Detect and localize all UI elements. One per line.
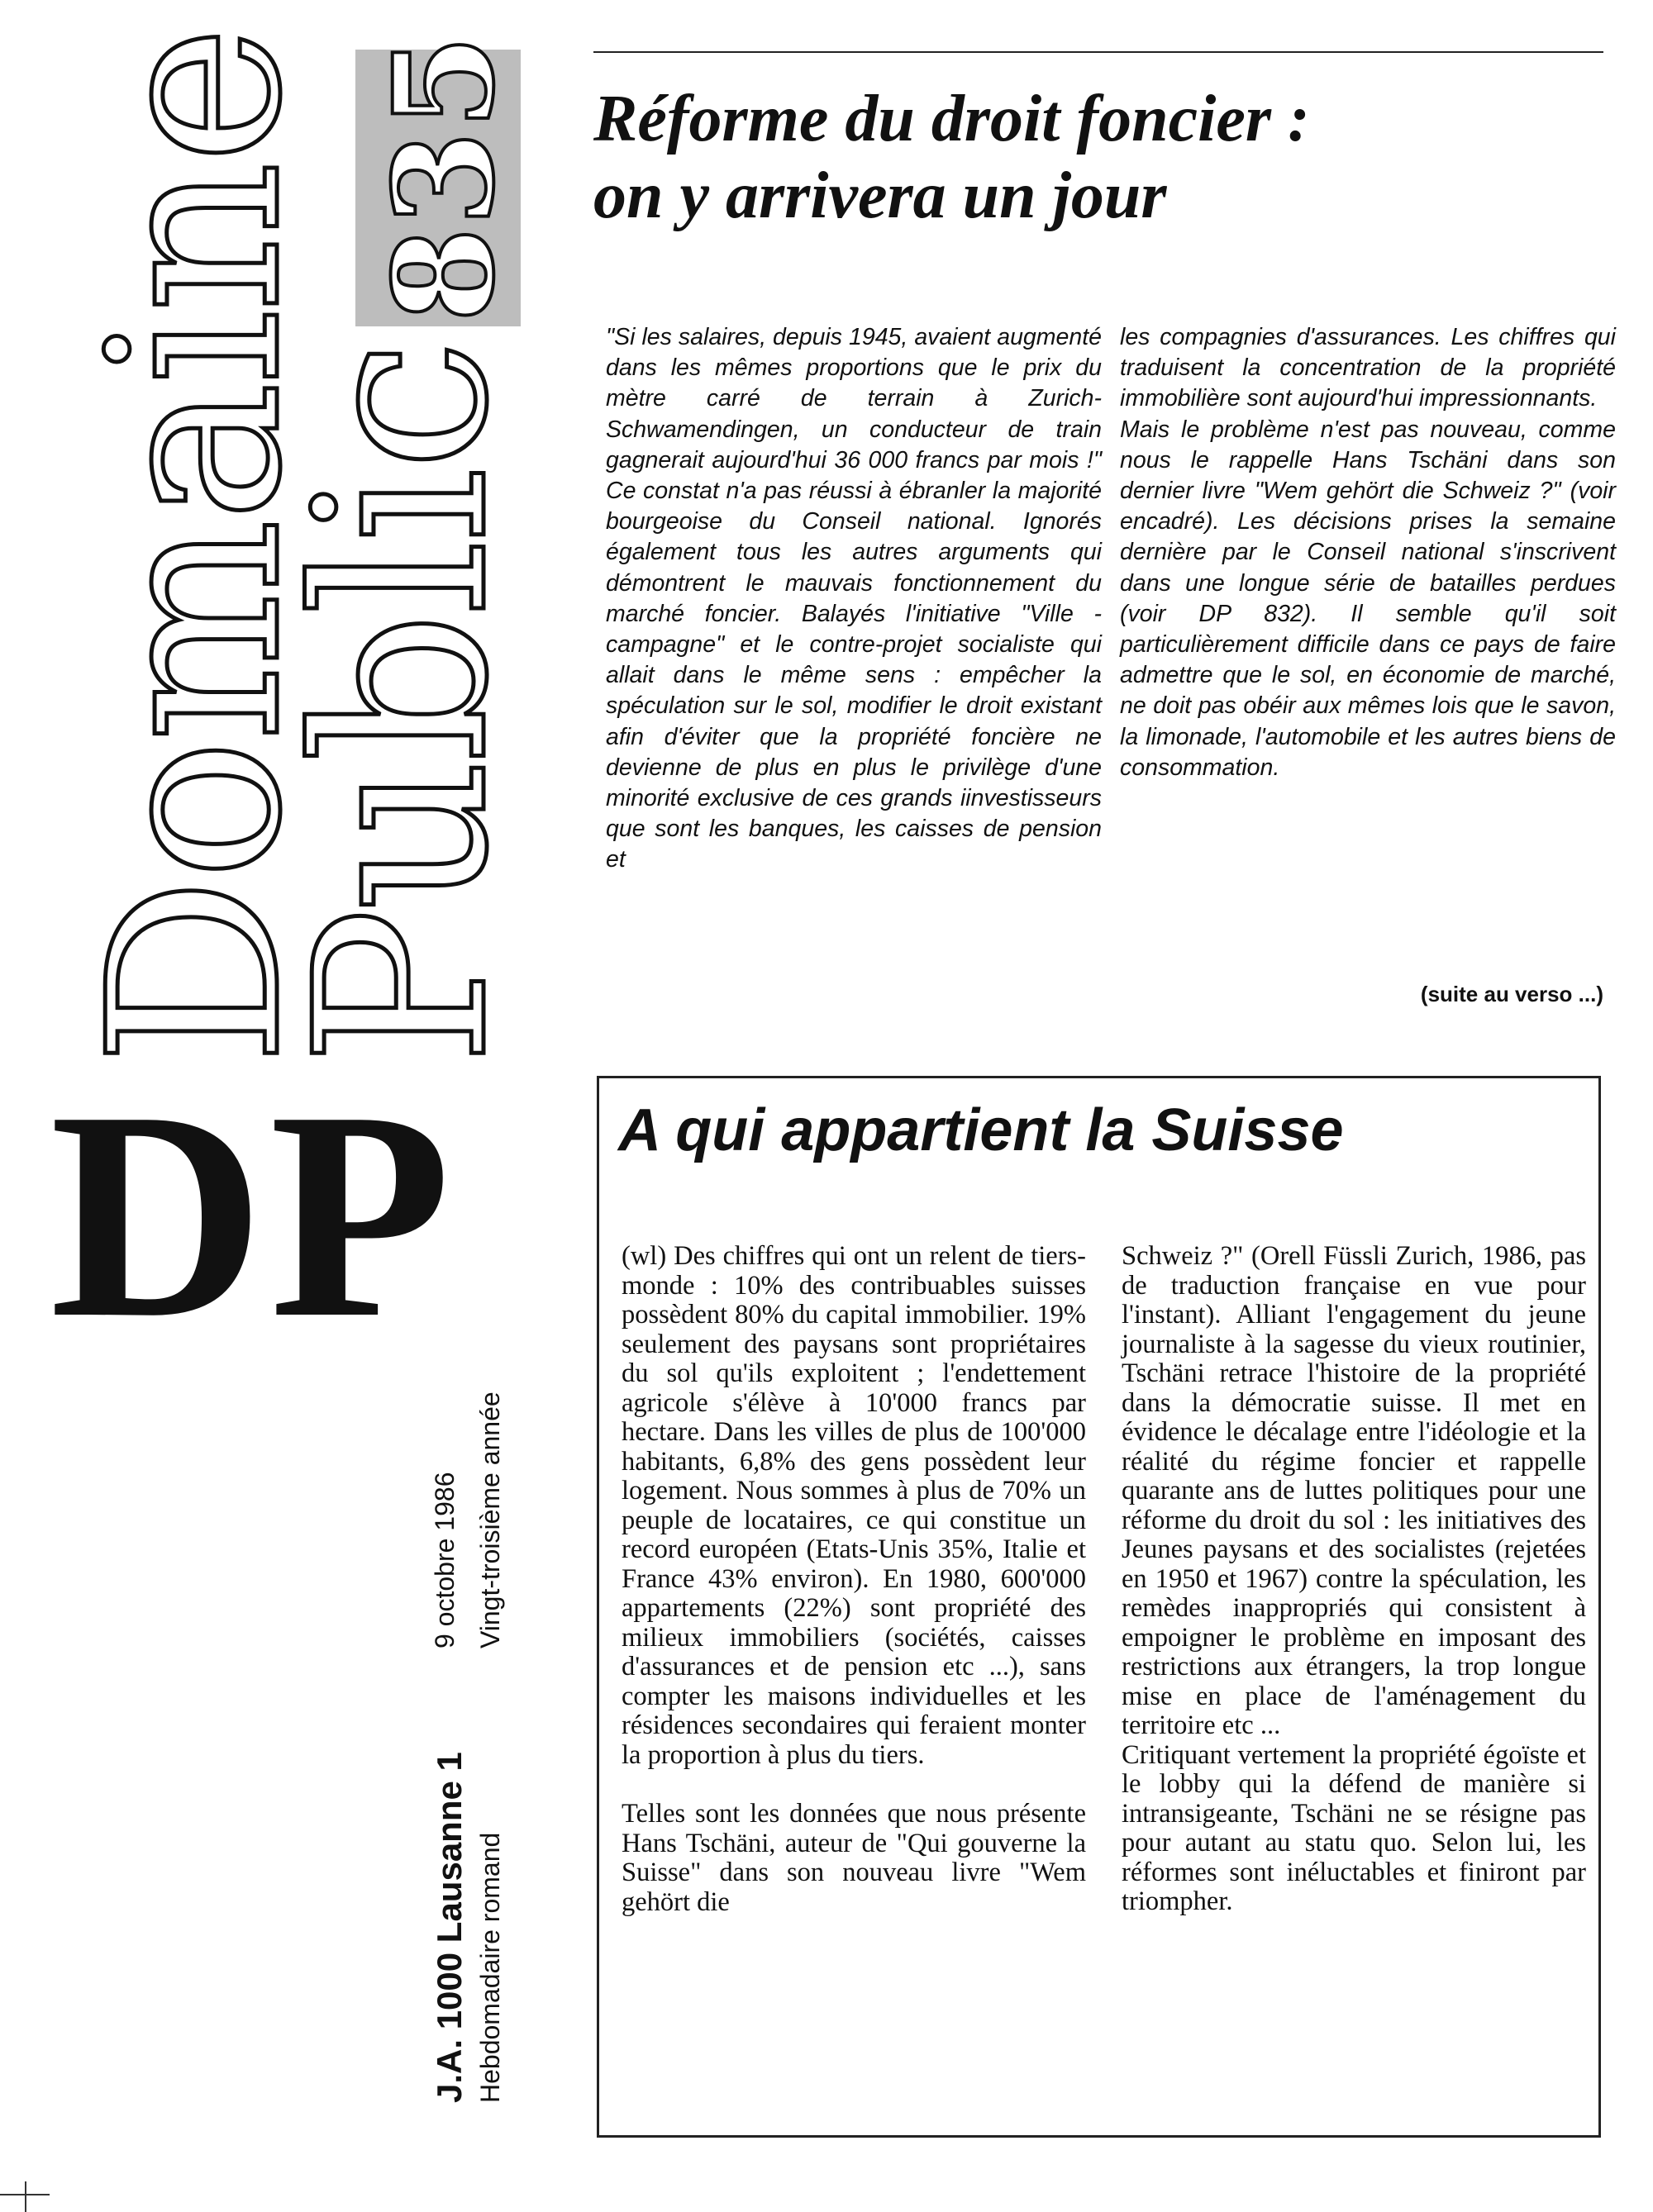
publication-type: Hebdomadaire romand [475, 1832, 505, 2103]
masthead-domaine: Domaine [59, 28, 333, 1066]
lead-column-right [1120, 322, 1616, 783]
continued-note: (suite au verso ...) [1420, 982, 1603, 1006]
box-column-left [622, 1242, 1086, 1917]
publication-year: Vingt-troisième année [475, 1391, 505, 1648]
box-paragraph: Telles sont les données que nous présente Hans Tschäni, auteur de "Qui gouverne la Suisse" dans son nouveau livre "Wem gehört die [622, 1799, 1086, 1917]
issue-date: 9 octobre 1986 [430, 1472, 460, 1648]
lead-paragraph: les compagnies d'assurances. Les chiffres qui traduisent la concentration de la propriété immobilière sont aujourd'hui impressionnants. [1120, 324, 1616, 412]
issue-number-box [355, 32, 524, 326]
lead-paragraph: "Si les salaires, depuis 1945, avaient augmenté dans les mêmes proportions que le prix du mètre carré de terrain à Zurich-Schwamendingen, un conducteur de train gagnerait aujourd'hui 36 000 francs par mois !" Ce constat n'a pas réussi à ébranler la majorité bourgeoise du Conseil national. Ignorés également tous les autres arguments qui démontrent le mauvais fonctionnement du marché foncier. Balayés l'initiative "Ville - campagne" et le contre-projet socialiste qui allait dans le même sens : empêcher la spéculation sur le sol, modifier le droit existant afin d'éviter que la propriété foncière ne devienne de plus en plus le privilège d'une minorité exclusive de ces grands iinvestisseurs que sont les banques, les caisses de pension et [606, 324, 1102, 873]
box-column-right [1122, 1242, 1586, 1917]
masthead-public: Public [265, 342, 540, 1066]
box-paragraph: (wl) Des chiffres qui ont un relent de tiers-monde : 10% des contribuables suisses possèdent 80% du capital immobilier. 19% seulement des paysans sont propriétaires du sol qu'ils exploitent ; l'endettement agricole s'élève à 10'000 francs par hectare. Dans les villes de plus de 100'000 habitants, 6,8% des gens possèdent leur logement. Nous sommes à plus de 70% un peuple de locataires, ce qui constitue un record européen (Etats-Unis 35%, Italie et France 43% environ). En 1980, 600'000 appartements (22%) sont propriété des milieux immobiliers (sociétés, caisses d'assurances et de pension etc ...), sans compter les maisons individuelles et les résidences secondaires qui feraient monter la proportion à plus du tiers. [622, 1241, 1086, 1770]
box-paragraph: Critiquant vertement la propriété égoïste et le lobby qui la défend de manière si intransigeante, Tschäni ne se résigne pas pour autant au statu quo. Selon lui, les réformes sont inéluctables et finiront par triompher. [1122, 1739, 1586, 1916]
crop-mark [25, 2181, 26, 2212]
headline-line-1: Réforme du droit foncier : [593, 83, 1310, 155]
article-headline [593, 81, 1610, 235]
postal-info: J.A. 1000 Lausanne 1 [430, 1752, 469, 2103]
top-rule [593, 51, 1603, 53]
dp-logo: DP [50, 1049, 456, 1379]
lead-paragraph: Mais le problème n'est pas nouveau, comme nous le rappelle Hans Tschäni dans son dernier livre "Wem gehört die Schweiz ?" (voir encadré). Les décisions prises la semaine dernière par le Conseil national s'inscrivent dans une longue série de batailles perdues (voir DP 832). Il semble qu'il soit particulièrement difficile dans ce pays de faire admettre que le sol, en économie de marché, ne doit pas obéir aux mêmes lois que le savon, la limonade, l'automobile et les autres biens de consommation. [1120, 416, 1616, 781]
issue-number: 835 [364, 32, 524, 322]
lead-column-left [606, 322, 1102, 876]
box-paragraph: Schweiz ?" (Orell Füssli Zurich, 1986, pas de traduction française en vue pour l'instant). Alliant l'engagement du jeune journaliste à la sagesse du vieux routinier, Tschäni retrace l'histoire de la propriété dans la démocratie suisse. Il met en évidence le décalage entre l'idéologie et la réalité du régime foncier et rappelle quarante ans de luttes politiques pour une réforme du droit du sol : les initiatives des Jeunes paysans et des socialistes (rejetées en 1950 et 1967) contre la spéculation, les remèdes inappropriés qui consistent à empoigner le problème en imposant des restrictions aux étrangers, la trop longue mise en place de l'aménagement du territoire etc ... [1122, 1241, 1586, 1740]
masthead [59, 28, 540, 1066]
box-title: A qui appartient la Suisse [618, 1097, 1344, 1163]
headline-line-2: on y arrivera un jour [593, 159, 1167, 232]
